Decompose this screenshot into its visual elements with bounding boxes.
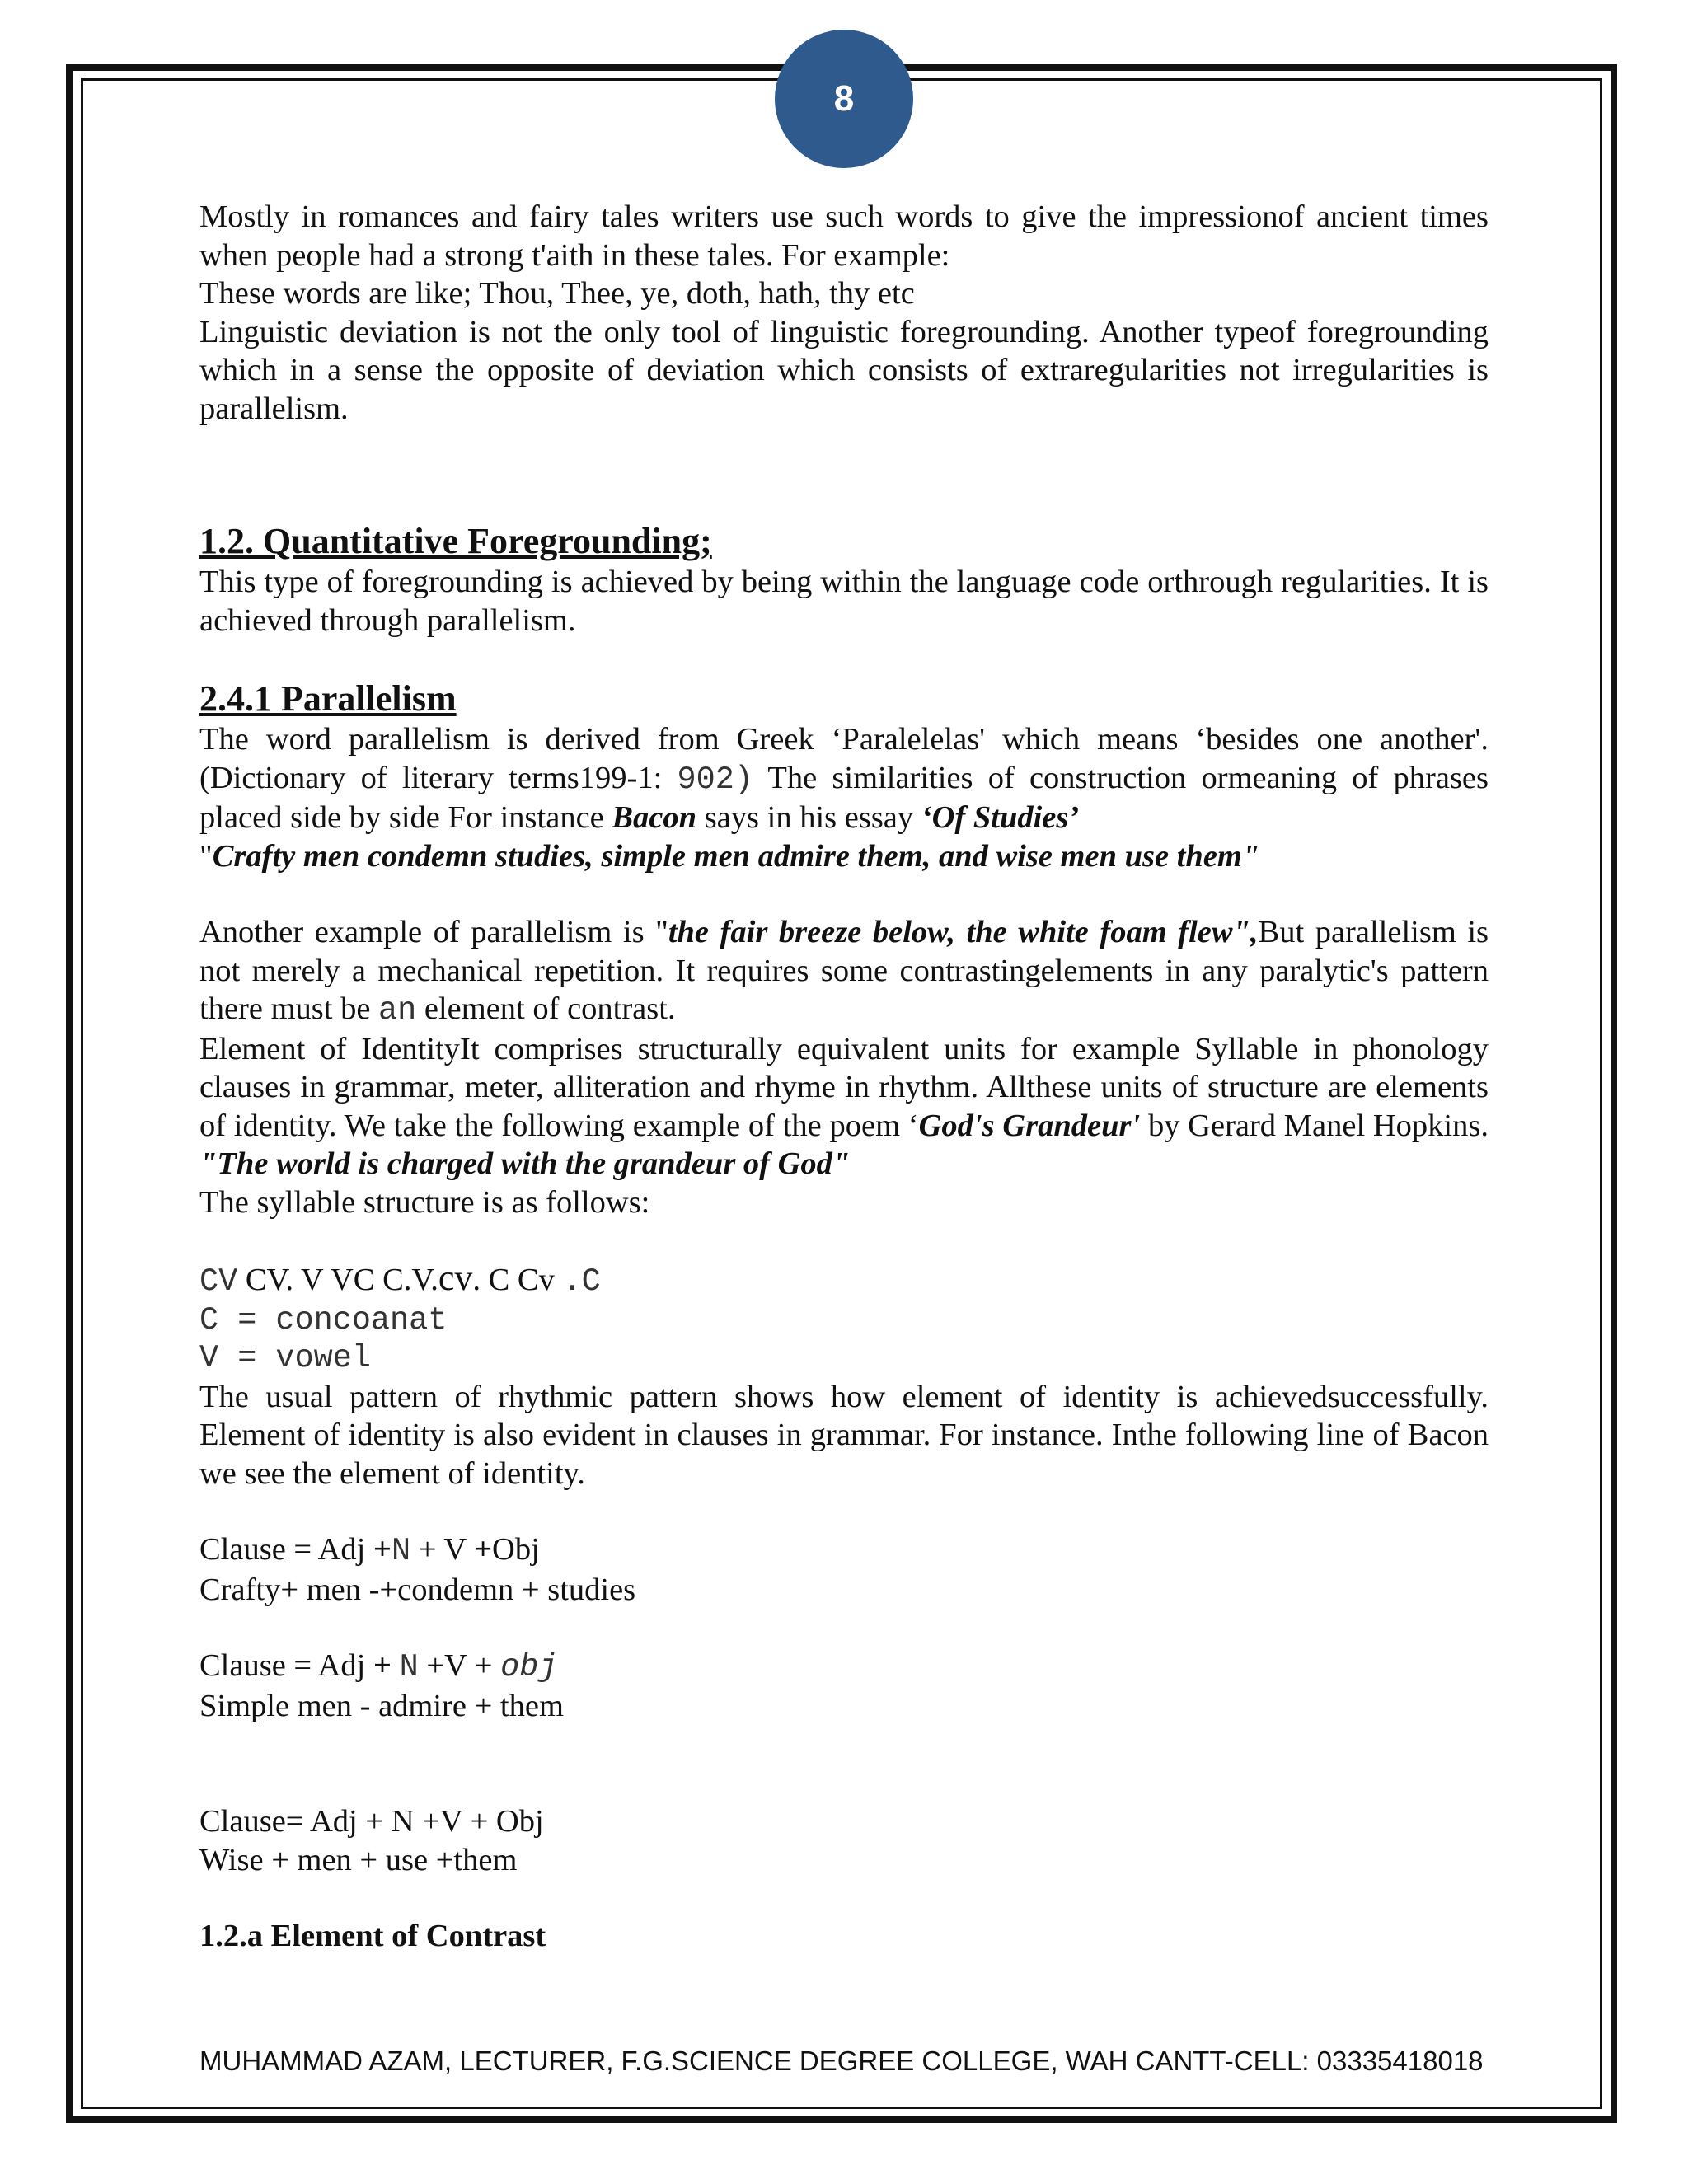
- poem-quote: "The world is charged with the grandeur of God": [199, 1146, 851, 1181]
- syllable-structure: CV CV. V VC C.V.cv. C Cv .C: [199, 1258, 601, 1300]
- page-content: [199, 198, 1489, 1956]
- intro-paragraph-3: Linguistic deviation is not the only tool of linguistic foregrounding. Another typeof foregrounding which in a sense the opposite of deviation which consists of extraregularities not irregularities is parallelism.: [199, 314, 1489, 426]
- syllable-intro: The syllable structure is as follows:: [199, 1184, 650, 1220]
- essay-title: ‘Of Studies’: [921, 800, 1080, 835]
- clause-example-1: Crafty+ men -+condemn + studies: [199, 1572, 636, 1607]
- page-number-badge: [775, 30, 913, 168]
- bacon-quote: "Crafty men condemn studies, simple men admire them, and wise men use them": [199, 838, 1260, 874]
- clause-example-3: Wise + men + use +them: [199, 1842, 518, 1877]
- parallelism-paragraph-3: Element of IdentityIt comprises structurally equivalent units for example Syllable in phonology clauses in grammar, meter, alliteration and rhyme in rhythm. Allthese units of structure are elements of identity. We take the following example of the poem ‘God's Grandeur' by Gerard Manel Hopkins. "The world is charged with the grandeur of God": [199, 1031, 1489, 1181]
- definition-consonant: C = concoanat: [199, 1301, 448, 1338]
- poem-title: God's Grandeur': [918, 1108, 1141, 1143]
- definition-vowel: V = vowel: [199, 1340, 371, 1376]
- intro-paragraph-1: Mostly in romances and fairy tales writers use such words to give the impressionof ancient times when people had a strong t'aith in these tales. For example:: [199, 199, 1489, 273]
- page-footer: MUHAMMAD AZAM, LECTURER, F.G.SCIENCE DEGREE COLLEGE, WAH CANTT-CELL: 03335418018: [199, 2046, 1484, 2076]
- parallelism-paragraph-5: The usual pattern of rhythmic pattern shows how element of identity is achievedsuccessfully. Element of identity is also evident in clauses in grammar. For instance. Inthe following line of Bacon we see the element of identity.: [199, 1379, 1489, 1491]
- page-number: 8: [833, 78, 855, 119]
- heading-quantitative-foregrounding: 1.2. Quantitative Foregrounding;: [199, 521, 712, 561]
- intro-paragraph-2: These words are like; Thou, Thee, ye, doth, hath, thy etc: [199, 276, 915, 311]
- parallelism-paragraph-1: The word parallelism is derived from Greek ‘Paralelelas' which means ‘besides one another'. (Dictionary of literary terms199-1: 902) The similarities of construction ormeaning of phrases placed side by side For instance Bacon says in his essay ‘Of Studies’: [199, 722, 1489, 835]
- clause-formula-2: Clause = Adj + N +V + obj: [199, 1648, 558, 1685]
- heading-parallelism: 2.4.1 Parallelism: [199, 678, 457, 719]
- heading-element-of-contrast: 1.2.a Element of Contrast: [199, 1919, 546, 1953]
- clause-formula-3: Clause= Adj + N +V + Obj: [199, 1804, 544, 1839]
- parallelism-paragraph-2: Another example of parallelism is "the fair breeze below, the white foam flew",But parallelism is not merely a mechanical repetition. It requires some contrastingelements in any paralytic's pattern there must be an element of contrast.: [199, 915, 1489, 1029]
- author-bacon: Bacon: [612, 800, 697, 835]
- clause-example-2: Simple men - admire + them: [199, 1688, 564, 1723]
- clause-formula-1: Clause = Adj +N + V +Obj: [199, 1532, 540, 1569]
- quantitative-paragraph: This type of foregrounding is achieved by being within the language code orthrough regularities. It is achieved through parallelism.: [199, 565, 1489, 638]
